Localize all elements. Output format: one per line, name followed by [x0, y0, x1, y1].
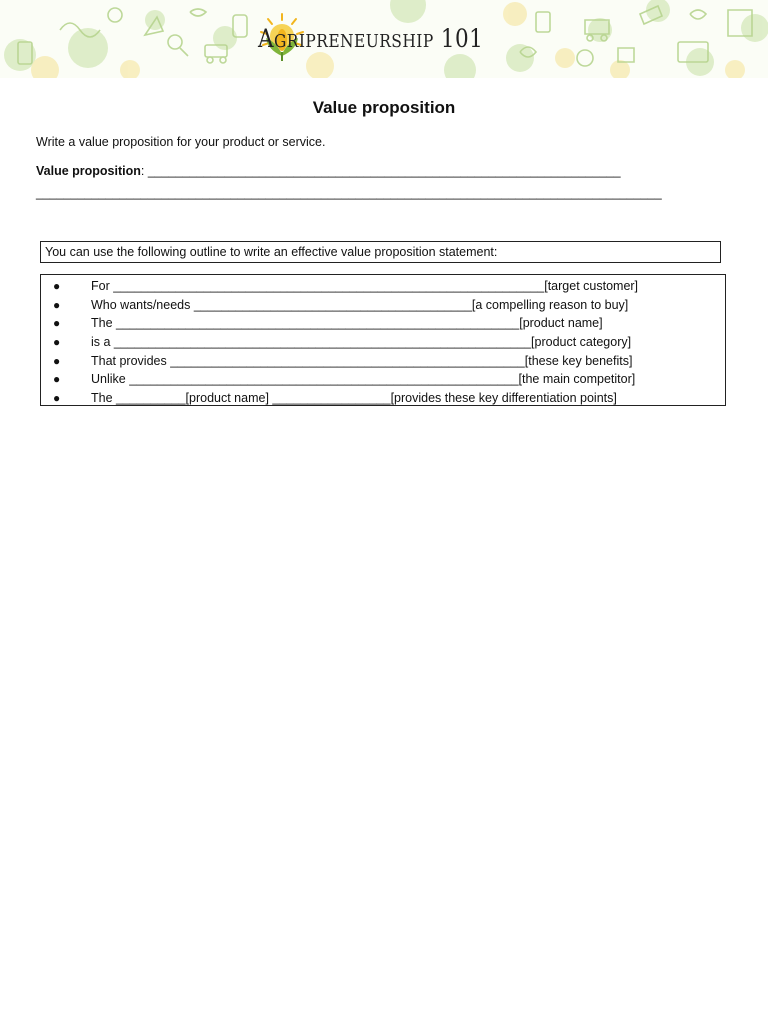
value-proposition-blank: : ____________________________________________________________________ [140, 164, 621, 178]
list-item-text: Who wants/needs ________________________________________[a compelling reason to buy] [91, 297, 629, 312]
list-item [41, 277, 725, 296]
bullet-icon: ● [53, 391, 61, 406]
outline-list [41, 275, 725, 408]
list-item [41, 314, 725, 333]
value-proposition-blank-line-2: __________________________________________________________________________________________ [36, 186, 662, 200]
bullet-icon: ● [53, 279, 61, 293]
list-item [41, 370, 725, 389]
list-item-text: That provides ___________________________________________________[these key benefits] [91, 353, 633, 368]
list-item-text: Unlike ________________________________________________________[the main competitor] [91, 372, 636, 387]
bullet-icon: ● [53, 353, 61, 368]
brand-logo [258, 12, 520, 64]
list-item-text: The __________[product name] _________________[provides these key differentiation points] [91, 391, 617, 406]
value-proposition-line [36, 164, 621, 178]
brand-name: Agripreneurship 101 [258, 23, 484, 53]
value-proposition-label: Value proposition [36, 164, 141, 178]
list-item-text: The __________________________________________________________[product name] [91, 316, 603, 331]
header-banner [0, 0, 768, 78]
bullet-icon: ● [53, 316, 61, 331]
bullet-icon: ● [53, 335, 61, 350]
list-item [41, 333, 725, 352]
list-item [41, 389, 725, 408]
page-title: Value proposition [312, 98, 456, 117]
bullet-icon: ● [53, 297, 61, 312]
list-item-text: For ______________________________________________________________[target customer] [91, 279, 639, 293]
list-item [41, 352, 725, 371]
bullet-icon: ● [53, 372, 61, 387]
outline-list-box [40, 274, 726, 406]
outline-heading-box: You can use the following outline to write an effective value proposition statement: [40, 241, 721, 263]
list-item [41, 296, 725, 315]
instruction-text: Write a value proposition for your product or service. [36, 135, 326, 149]
list-item-text: is a ____________________________________________________________[product category] [91, 335, 632, 350]
